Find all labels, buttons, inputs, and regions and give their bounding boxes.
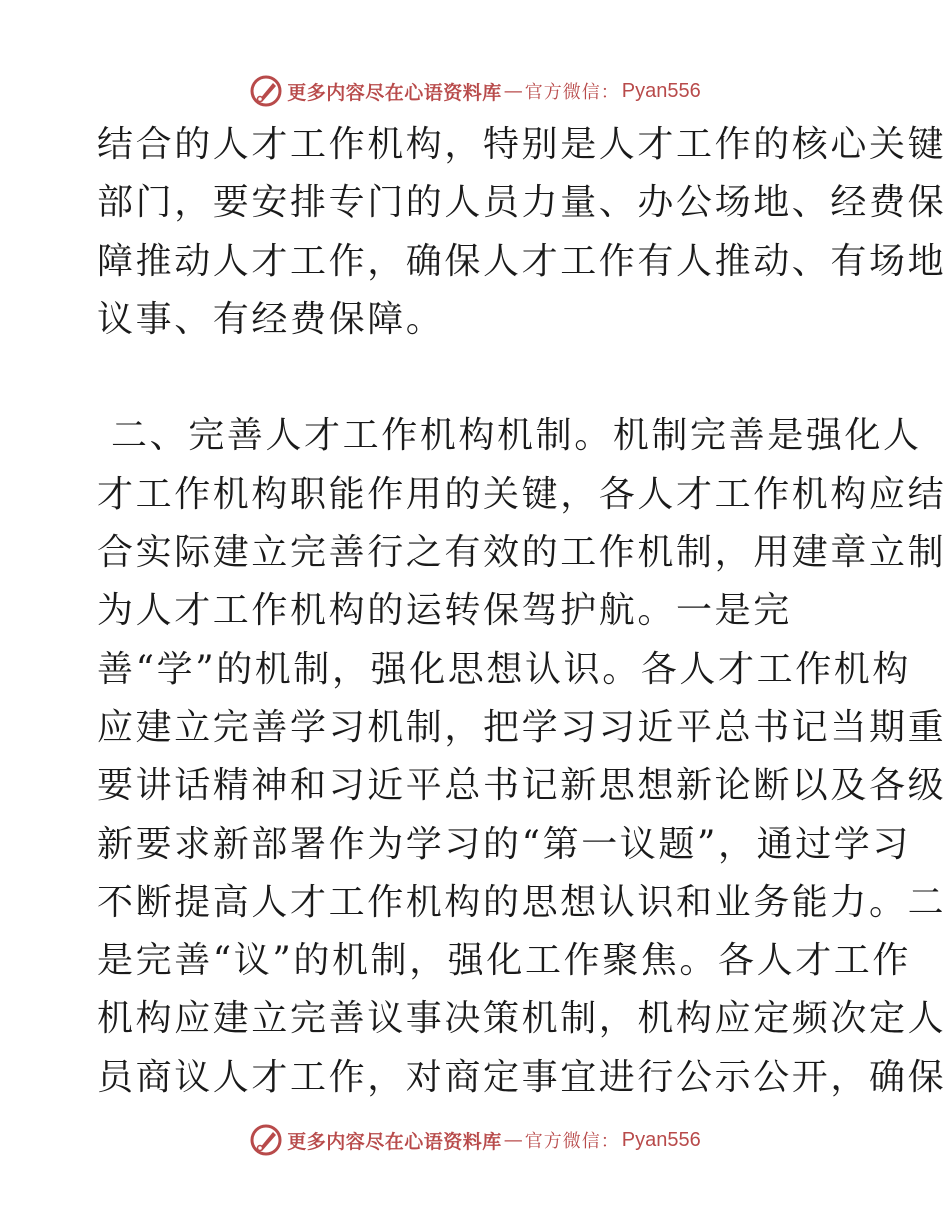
footer-wechat-label: 官方微信：	[524, 1131, 620, 1152]
footer-wechat-id: Pyan556	[621, 1128, 701, 1151]
body-line: 不断提高人才工作机构的思想认识和业务能力。二	[97, 881, 947, 923]
body-line: 要讲话精神和习近平总书记新思想新论断以及各级	[97, 765, 947, 807]
body-line: 机构应建立完善议事决策机制，机构应定频次定人	[97, 998, 947, 1040]
body-line: 员商议人才工作，对商定事宜进行公示公开，确保	[97, 1056, 947, 1098]
body-line: 是完善“议”的机制，强化工作聚焦。各人才工作	[97, 940, 912, 982]
body-line: 二、完善人才工作机构机制。机制完善是强化人	[97, 415, 922, 457]
pen-logo-icon	[249, 74, 283, 108]
body-line: 结合的人才工作机构，特别是人才工作的核心关键	[97, 124, 947, 165]
body-line: 部门，要安排专门的人员力量、办公场地、经费保	[97, 182, 947, 224]
header-banner	[0, 71, 950, 111]
body-line: 为人才工作机构的运转保驾护航。一是完	[97, 590, 792, 632]
body-line: 新要求新部署作为学习的“第一议题”，通过学习	[97, 823, 912, 865]
body-line: 应建立完善学习机制，把学习习近平总书记当期重	[97, 706, 947, 748]
body-line: 善“学”的机制，强化思想认识。各人才工作机构	[97, 648, 912, 690]
paragraph-spacer	[97, 349, 857, 407]
footer-banner	[0, 1120, 950, 1160]
body-line: 议事、有经费保障。	[97, 298, 445, 340]
body-line: 才工作机构职能作用的关键，各人才工作机构应结	[97, 473, 947, 515]
body-line: 障推动人才工作，确保人才工作有人推动、有场地	[97, 240, 947, 282]
document-body	[97, 116, 947, 1107]
header-wechat-label: 官方微信：	[524, 82, 620, 103]
footer-separator: —	[503, 1129, 523, 1151]
header-site-text: 更多内容尽在心语资料库	[287, 81, 502, 104]
header-wechat-id: Pyan556	[621, 79, 701, 102]
footer-site-text: 更多内容尽在心语资料库	[287, 1130, 502, 1153]
pen-logo-icon	[249, 1123, 283, 1157]
body-line: 合实际建立完善行之有效的工作机制，用建章立制	[97, 532, 947, 574]
header-separator: —	[503, 80, 523, 102]
